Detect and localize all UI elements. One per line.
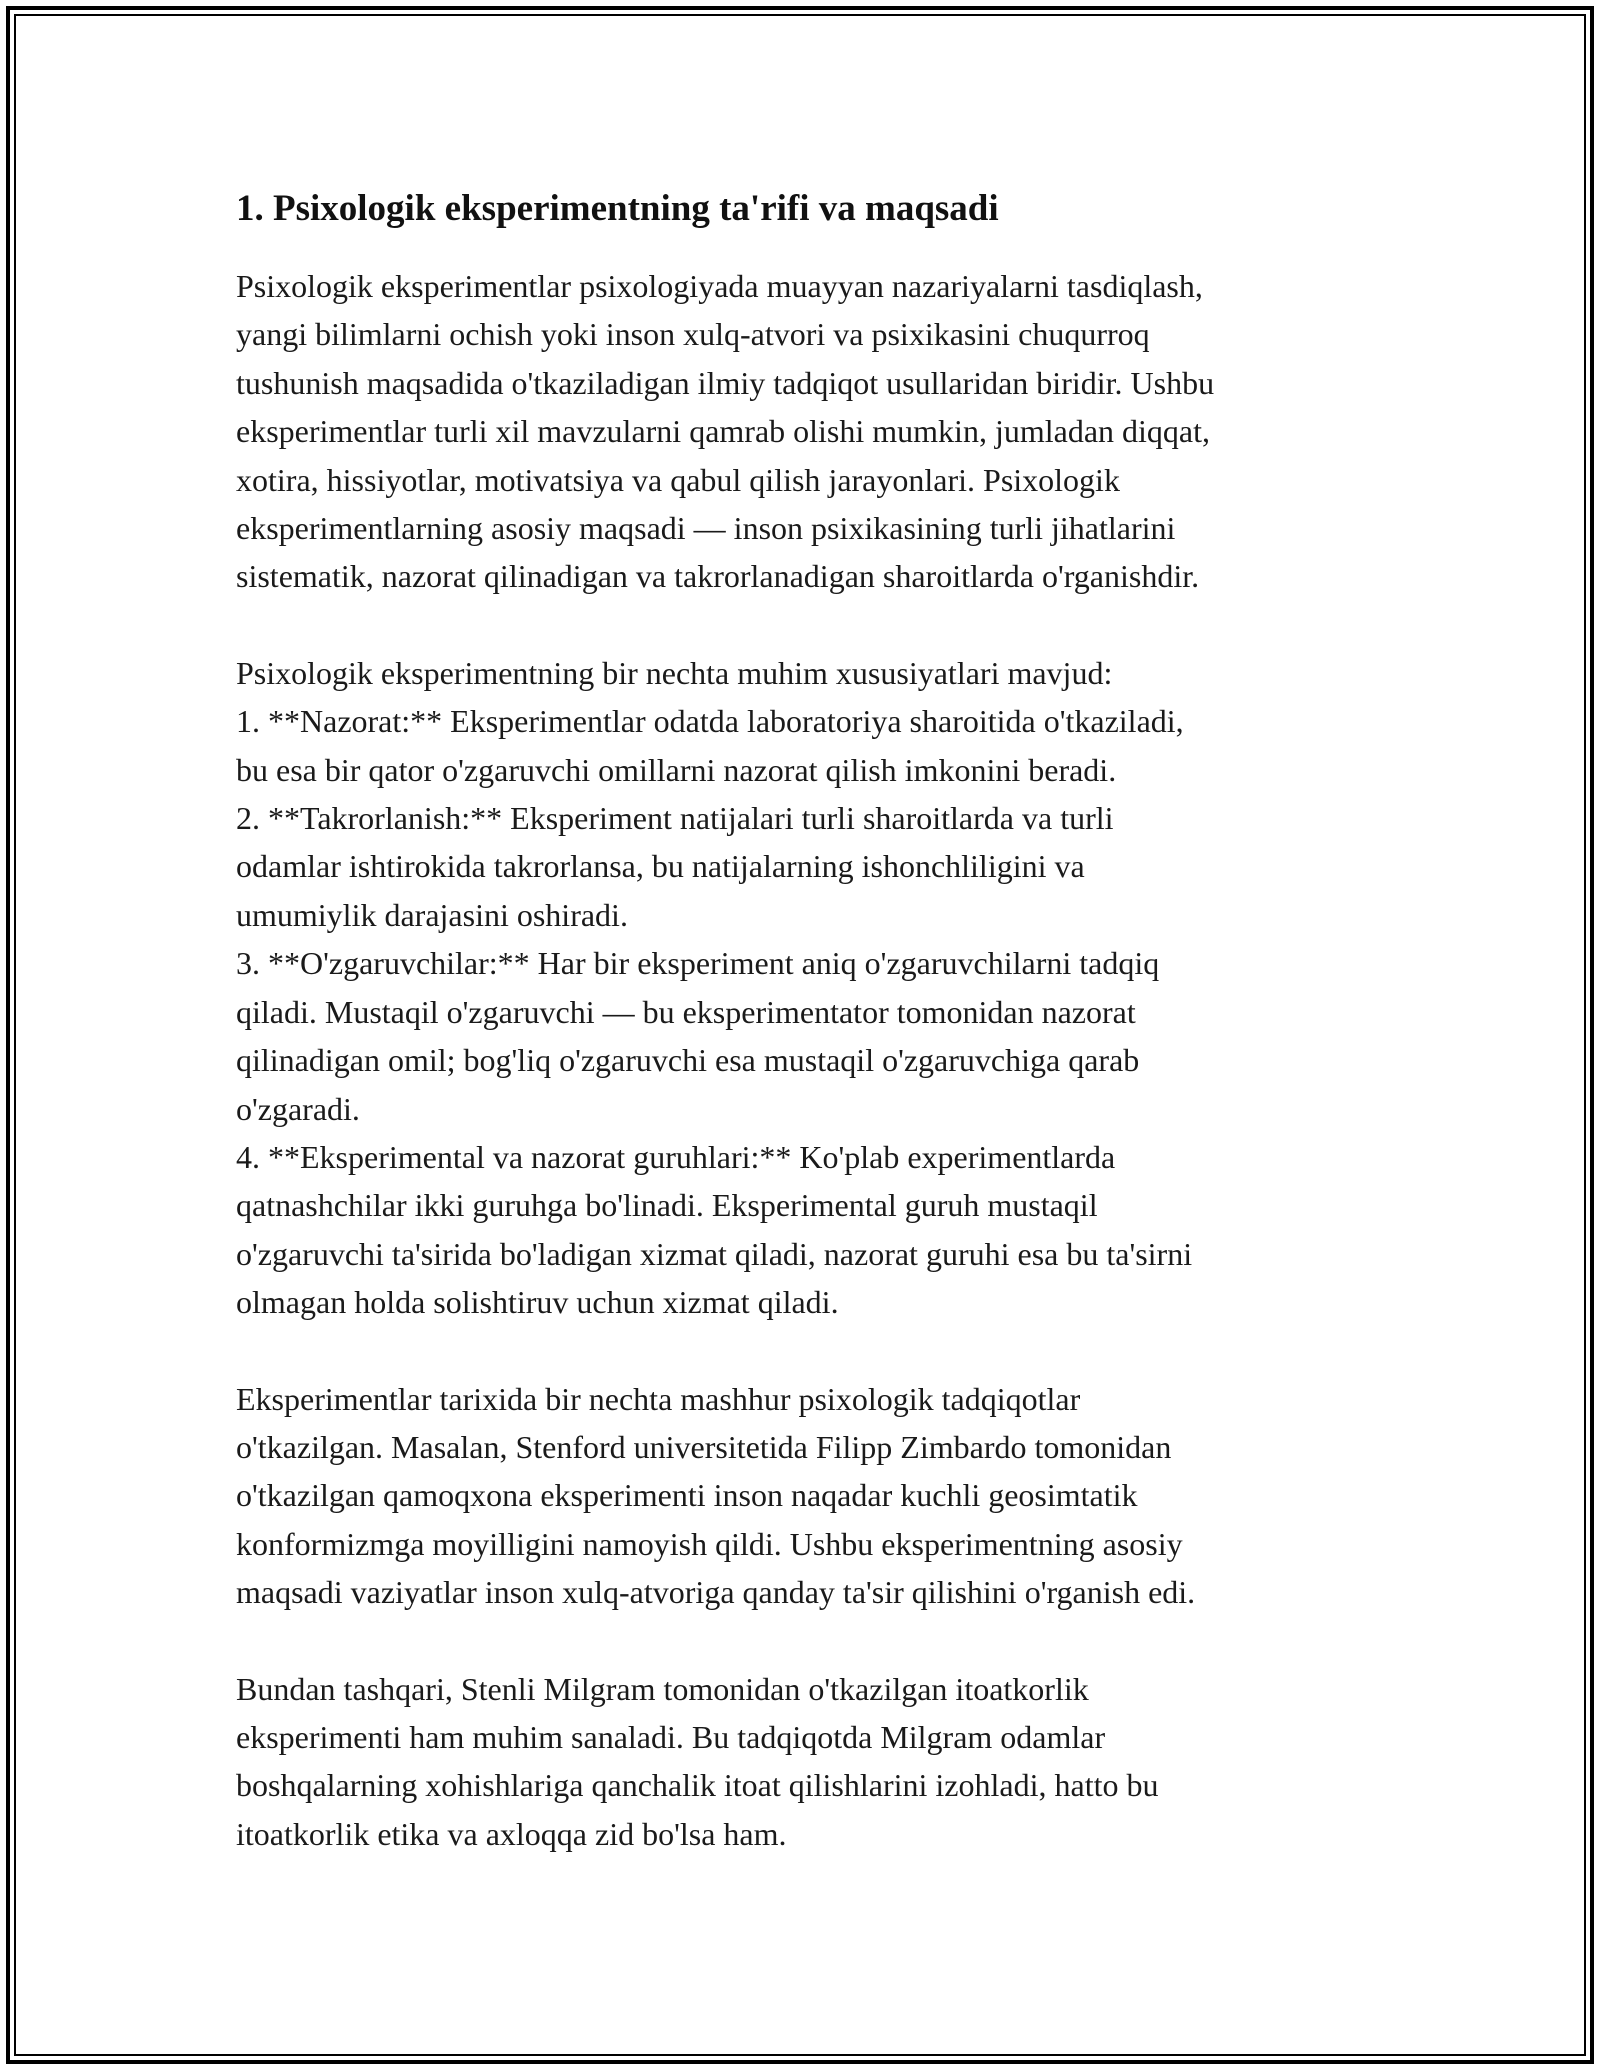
paragraph-zimbardo: Eksperimentlar tarixida bir nechta mashhur psixologik tadqiqotlar o'tkazilgan. Masalan, Stenford universitetida Filipp Zimbardo tomonidan o'tkazilgan qamoqxona eksperimenti inson naqadar kuchli geosimtatik konformizmga moyilligini namoyish qildi. Ushbu eksperimentning asosiy maqsadi vaziyatlar inson xulq-atvoriga qanday ta'sir qilishini o'rganish edi.	[236, 1380, 1196, 1611]
paragraph-features-list: Psixologik eksperimentning bir nechta muhim xususiyatlari mavjud: 1. **Nazorat:** Eksperimentlar odatda laboratoriya sharoitida o'tkaziladi, bu esa bir qator o'zgaruvchi omillarni nazorat qilish imkonini beradi. 2. **Takrorlanish:** Eksperiment natijalari turli sharoitlarda va turli odamlar ishtirokida takrorlansa, bu natijalarning ishonchliligini va umumiylik darajasini oshiradi. 3. **O'zgaruvchilar:** Har bir eksperiment aniq o'zgaruvchilarni tadqiq qiladi. Mustaqil o'zgaruvchi — bu eksperimentator tomonidan nazorat qilinadigan omil; bog'liq o'zgaruvchi esa mustaqil o'zgaruvchiga qarab o'zgaradi. 4. **Eksperimental va nazorat guruhlari:** Ko'plab experimentlarda qatnashchilar ikki guruhga bo'linadi. Eksperimental guruh mustaqil o'zgaruvchi ta'sirida bo'ladigan xizmat qiladi, nazorat guruhi esa bu ta'sirni olmagan holda solishtiruv uchun xizmat qiladi.	[236, 654, 1193, 1321]
paragraph-milgram: Bundan tashqari, Stenli Milgram tomonidan o'tkazilgan itoatkorlik eksperimenti ham muhim sanaladi. Bu tadqiqotda Milgram odamlar boshqalarning xohishlariga qanchalik itoat qilishlarini izohladi, hatto bu itoatkorlik etika va axloqqa zid bo'lsa ham.	[236, 1670, 1159, 1852]
document-content	[236, 186, 1366, 1858]
paragraph-definition: Psixologik eksperimentlar psixologiyada muayyan nazariyalarni tasdiqlash, yangi bilimlarni ochish yoki inson xulq-atvori va psixikasini chuqurroq tushunish maqsadida o'tkaziladigan ilmiy tadqiqot usullaridan biridir. Ushbu eksperimentlar turli xil mavzularni qamrab olishi mumkin, jumladan diqqat, xotira, hissiyotlar, motivatsiya va qabul qilish jarayonlari. Psixologik eksperimentlarning asosiy maqsadi — inson psixikasining turli jihatlarini sistematik, nazorat qilinadigan va takrorlanadigan sharoitlarda o'rganishdir.	[236, 268, 1215, 595]
section-heading: 1. Psixologik eksperimentning ta'rifi va maqsadi	[236, 188, 999, 229]
